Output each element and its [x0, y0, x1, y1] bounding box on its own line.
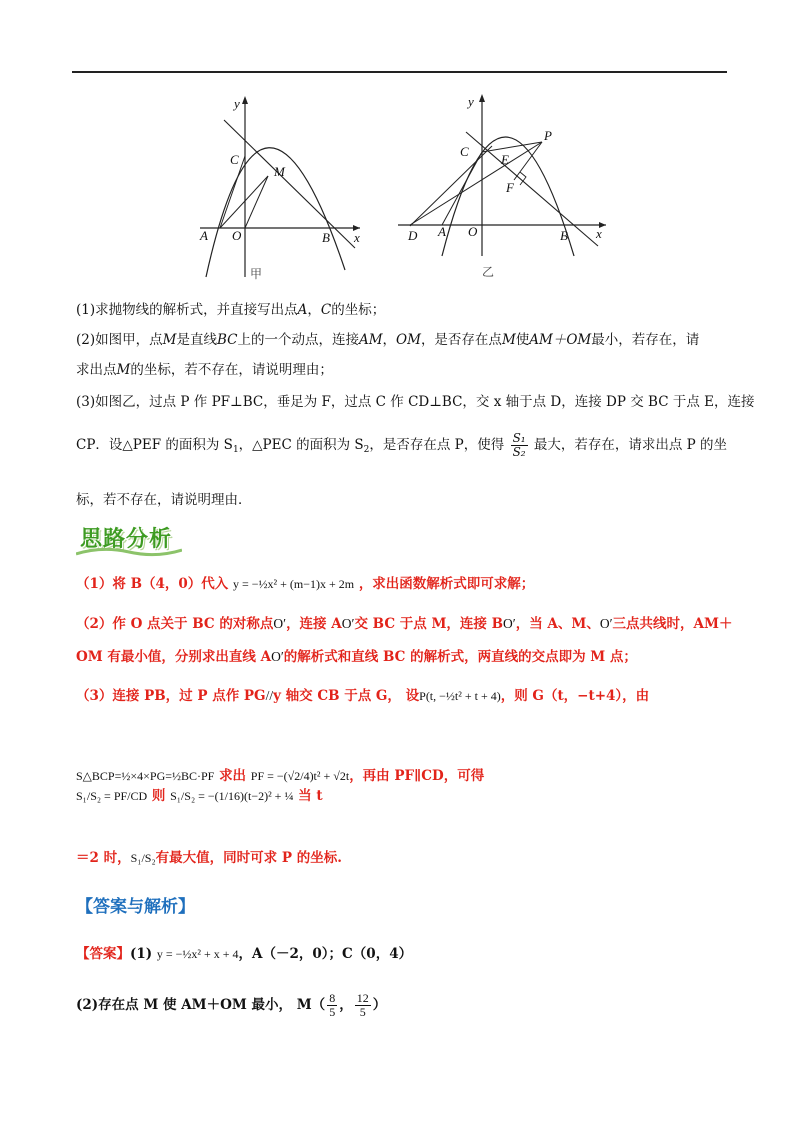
- q3-text-b: ，△PEC 的面积为 S: [238, 437, 364, 453]
- q3-text-d: 最大，若存在，请求出点 P 的坐: [533, 437, 728, 453]
- q2-AM: AM: [358, 332, 383, 348]
- yi-label-D: D: [408, 228, 418, 243]
- question-3-line-3: [76, 490, 252, 510]
- answer-1-equation: y = −½x² + x + 4: [156, 947, 239, 961]
- analysis-p2-line-2: [76, 645, 637, 665]
- jia-label-C: C: [230, 152, 239, 167]
- answer-2-close: ）: [372, 997, 387, 1013]
- answer-2-x-den: 5: [329, 1005, 336, 1019]
- jia-label-M: M: [274, 164, 285, 179]
- yi-label-B: B: [560, 228, 568, 243]
- yi-label-y: y: [468, 94, 474, 109]
- analysis-p2-c: 交 BC 于点 M，连接 B: [354, 616, 504, 632]
- analysis-p2-O4: O′: [599, 616, 613, 631]
- analysis-p2-g: 的解析式和直线 BC 的解析式，两直线的交点即为 M 点；: [283, 649, 637, 665]
- answer-1-points: ，A（－2，0）；C（0，4）: [238, 946, 413, 962]
- answer-line-2: [76, 992, 386, 1019]
- analysis-p2-O2: O′: [341, 616, 355, 631]
- q2-text-b: 是直线: [176, 332, 217, 348]
- q2-text-g: 求出点: [76, 362, 117, 378]
- jia-label-O: O: [232, 228, 242, 243]
- q2-M2: M: [501, 332, 516, 348]
- q3-s1-sub: 1: [232, 445, 239, 455]
- q2-OM: OM: [396, 332, 421, 348]
- analysis-p1: [76, 572, 534, 592]
- yi-label-C: C: [460, 144, 469, 159]
- analysis-p3-line-1: [76, 684, 649, 704]
- answer-line-1: [76, 942, 412, 962]
- q2-BC: BC: [216, 332, 238, 348]
- q2-M: M: [162, 332, 177, 348]
- answer-2-x-fraction: [327, 992, 337, 1019]
- jia-label-A: A: [200, 228, 208, 243]
- question-1: [76, 300, 385, 320]
- q3-ratio-fraction: [511, 432, 528, 459]
- analysis-p3-eq: ½×4×PG=½BC·PF: [121, 769, 215, 783]
- answer-2-y-den: 5: [359, 1005, 366, 1019]
- q3-text-c: ，是否存在点 P，使得: [369, 437, 505, 453]
- q2-text-f: 最小，若存在，请: [591, 332, 700, 348]
- analysis-p3-line-2b: [76, 784, 323, 804]
- analysis-p3-i: 有最大值，同时可求 P 的坐标.: [155, 850, 342, 866]
- figure-yi-svg: [396, 88, 611, 282]
- q2-text-c: 上的一个动点，连接: [237, 332, 359, 348]
- answer-2-y-fraction: [355, 992, 371, 1019]
- figure-yi: [396, 88, 611, 282]
- analysis-p1-a: （1）将 B（4，0）代入: [76, 576, 229, 592]
- analysis-p3-e: ，再由 PF∥CD，可得: [349, 768, 485, 784]
- q1-prefix: (1)求抛物线的解析式，并直接写出点: [76, 302, 298, 318]
- q2-comma: ，: [382, 332, 397, 348]
- analysis-p2-a: （2）作 O 点关于 BC 的对称点: [76, 616, 274, 632]
- q1-sep: ，: [307, 302, 321, 318]
- answer-2-prefix: (2)存在点 M 使 AM＋OM 最小， M（: [76, 997, 326, 1013]
- analysis-p3-pf: PF = −(√2/4)t² + √2t: [250, 769, 350, 783]
- q2-text-d: ，是否存在点: [420, 332, 502, 348]
- q1-point-C: C: [320, 302, 332, 318]
- q2-text-h: 的坐标，若不存在，请说明理由；: [130, 362, 333, 378]
- analysis-p3-P-expr: P(t, −½t² + t + 4): [419, 689, 501, 703]
- jia-label-B: B: [322, 230, 330, 245]
- figure-jia: [190, 92, 370, 284]
- answer-tag: 【答案】: [76, 946, 130, 962]
- analysis-p3-ratio: S₁/S₂ = PF/CD: [76, 789, 148, 803]
- analysis-p2-O1: O′: [273, 616, 287, 631]
- top-rule: [72, 71, 727, 73]
- analysis-p3-line-2: [76, 764, 484, 784]
- question-2-line-2: [76, 360, 333, 380]
- analysis-p1-equation: [233, 577, 354, 591]
- analysis-p2-O5: O′: [271, 649, 284, 664]
- analysis-p3-frac: S₁/S₂: [130, 851, 156, 865]
- figure-jia-svg: [190, 92, 370, 284]
- analysis-badge: [76, 522, 182, 558]
- analysis-p2-d: ，当 A、M、: [515, 616, 600, 632]
- answer-2-y-num: 12: [356, 991, 369, 1005]
- analysis-p3-parallel: //: [265, 688, 274, 703]
- analysis-p3-S: S△BCP=: [76, 769, 122, 783]
- q2-M3: M: [116, 362, 131, 378]
- analysis-p1-eq-text: y = −½x² + (m−1)x + 2m: [233, 577, 355, 591]
- yi-caption: 乙: [482, 265, 495, 279]
- q2-expr: AM＋OM: [529, 332, 592, 348]
- analysis-p2-O3: O′: [503, 616, 516, 631]
- yi-label-E: E: [501, 152, 509, 167]
- yi-label-F: F: [506, 180, 514, 195]
- answer-2-x-num: 8: [329, 991, 336, 1005]
- analysis-p2-e: 三点共线时，AM＋: [612, 616, 733, 632]
- q1-suffix: 的坐标；: [331, 302, 386, 318]
- q3-ratio-den: S₂: [512, 445, 526, 459]
- answer-header: 【答案与解析】: [76, 897, 195, 917]
- analysis-p3-line-3: [76, 846, 342, 866]
- q3-s2-sub: 2: [363, 445, 370, 455]
- analysis-p3-h: ＝2 时，: [76, 850, 131, 866]
- q1-point-A: A: [297, 302, 308, 318]
- yi-label-O: O: [468, 224, 478, 239]
- question-2-line-1: [76, 330, 699, 350]
- question-3-line-2: [76, 432, 727, 460]
- q2-text-a: (2)如图甲，点: [76, 332, 163, 348]
- yi-label-P: P: [544, 128, 552, 143]
- jia-caption: 甲: [250, 267, 263, 281]
- analysis-p2-f: OM 有最小值，分别求出直线 A: [76, 649, 272, 665]
- question-3-line-1: [76, 392, 754, 412]
- jia-label-x: x: [354, 230, 360, 245]
- q3-line-3-text: 标，若不存在，请说明理由．: [76, 492, 252, 508]
- analysis-p3-a: （3）连接 PB，过 P 点作 PG: [76, 688, 266, 704]
- analysis-p3-f: 则: [151, 788, 166, 804]
- q3-ratio-num: S₁: [512, 431, 526, 445]
- yi-label-A: A: [438, 224, 446, 239]
- analysis-p2-line-1: [76, 612, 732, 632]
- jia-label-y: y: [234, 96, 240, 111]
- analysis-p3-res: S₁/S₂ = −(1/16)(t−2)² + ¼: [170, 789, 294, 803]
- analysis-p1-b: ，求出函数解析式即可求解；: [358, 576, 535, 592]
- yi-label-x: x: [596, 226, 602, 241]
- analysis-p3-d: 求出: [219, 768, 247, 784]
- analysis-p3-g: 当 t: [298, 788, 323, 804]
- analysis-p2-b: ，连接 A: [286, 616, 342, 632]
- q2-text-e: 使: [515, 332, 530, 348]
- q3-text-a: CP．设△PEF 的面积为 S: [76, 437, 233, 453]
- analysis-badge-wave-icon: [76, 546, 182, 558]
- answer-2-sep: ，: [339, 997, 353, 1013]
- analysis-p3-c: ，则 G（t，−t+4），由: [500, 688, 650, 704]
- analysis-badge-text: 思路分析: [80, 527, 173, 552]
- answer-1-prefix: (1): [130, 946, 153, 962]
- analysis-p3-b: y 轴交 CB 于点 G， 设: [273, 688, 420, 704]
- q3-line-1-text: (3)如图乙，过点 P 作 PF⊥BC，垂足为 F，过点 C 作 CD⊥BC，交 x 轴于点 D，连接 DP 交 BC 于点 E，连接: [76, 394, 755, 410]
